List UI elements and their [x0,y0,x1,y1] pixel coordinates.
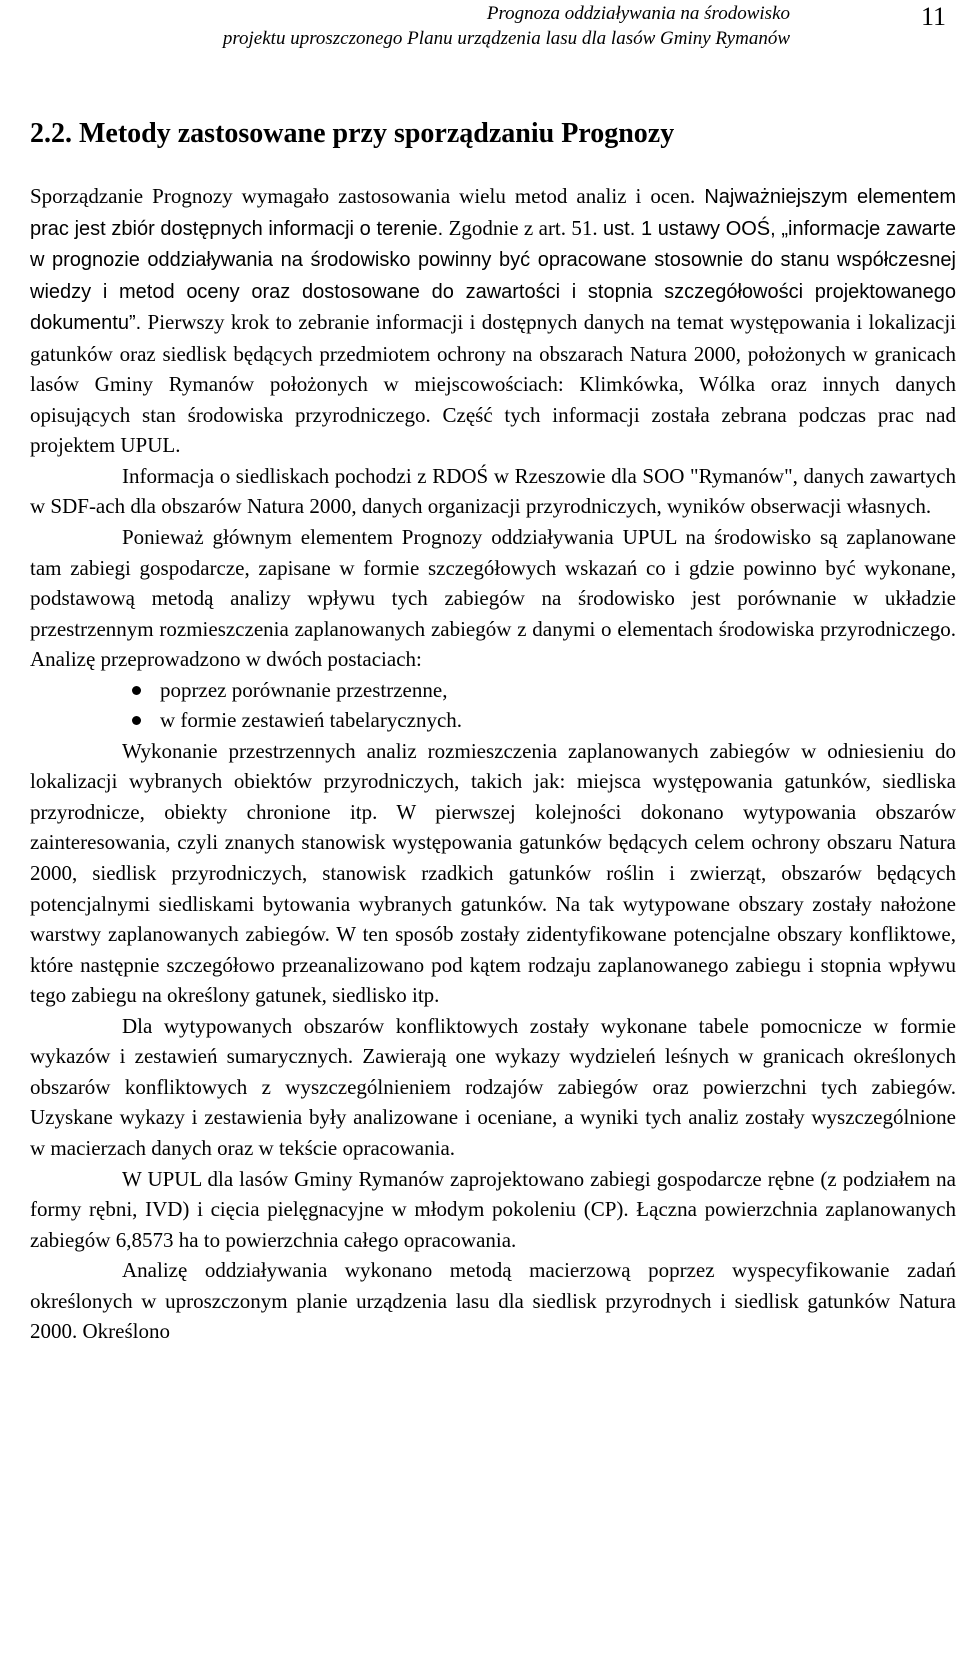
section-heading: 2.2. Metody zastosowane przy sporządzaniu Prognozy [30,118,675,149]
page-header [0,0,960,90]
document-body [30,181,956,1347]
bullet-list [30,675,956,736]
header-title-line-1: Prognoza oddziaływania na środowisko [486,3,790,24]
paragraph-1-text-c: ust. 1 ustawy OOŚ, „informacje zawarte w prognozie oddziaływania na środowisko powinny być opracowane stosownie do stanu współczesnej wiedzy i metod oceny oraz dostosowane do zawartości i stopnia szczegółowości projektowanego dokumentu”. [30,217,957,335]
paragraph-1 [30,181,956,461]
paragraph-7: Analizę oddziaływania wykonano metodą macierzową poprzez wyspecyfikowanie zadań określonych w uproszczonym planie urządzenia lasu dla siedlisk przyrodnych i siedlisk gatunków Natura 2000. Określono [30,1258,956,1344]
bullet-icon [132,686,141,695]
page-number: 11 [920,2,946,31]
paragraph-3: Ponieważ głównym elementem Prognozy oddziaływania UPUL na środowisko są zaplanowane tam zabiegi gospodarcze, zapisane w formie szczegółowych wskazań co i gdzie powinno być wykonane, podstawową metodą analizy wpływu tych zabiegów na środowisko jest porównanie w układzie przestrzennym rozmieszczenia zaplanowanych zabiegów z danymi o elementach środowiska przyrodniczego. Analizę przeprowadzono w dwóch postaciach: [30,525,956,672]
paragraph-2: Informacja o siedliskach pochodzi z RDOŚ w Rzeszowie dla SOO "Rymanów", danych zawartych w SDF-ach dla obszarów Natura 2000, danych organizacji przyrodniczych, wyników obserwacji własnych. [30,463,956,519]
paragraph-4: Wykonanie przestrzennych analiz rozmieszczenia zaplanowanych zabiegów w odniesieniu do lokalizacji wybranych obiektów przyrodniczych, takich jak: miejsca występowania gatunków, siedliska przyrodnicze, obiekty chronione itp. W pierwszej kolejności dokonano wytypowania obszarów zainteresowania, czyli znanych stanowisk występowania gatunków będących celem ochrony obszaru Natura 2000, siedlisk przyrodniczych, stanowisk rzadkich gatunków roślin i zwierząt, obszarów będących potencjalnymi siedliskami bytowania wybranych gatunków. Na tak wytypowane obszary zostały nałożone warstwy zaplanowanych zabiegów. W ten sposób zostały zidentyfikowane potencjalne obszary konfliktowe, które następnie szczegółowo przeanalizowano pod kątem rodzaju zaplanowanego zabiegu i stopnia wpływu tego zabiegu na określony gatunek, siedlisko itp. [30,738,956,1008]
paragraph-5: Dla wytypowanych obszarów konfliktowych zostały wykonane tabele pomocnicze w formie wykazów i zestawień sumarycznych. Zawierają one wykazy wydzieleń leśnych w granicach określonych obszarów konfliktowych z wyszczególnieniem rodzajów zabiegów oraz powierzchni tych zabiegów. Uzyskane wykazy i zestawienia były analizowane i oceniane, a wyniki tych analiz zostały wyszczególnione w macierzach danych oraz w tekście opracowania. [30,1013,956,1160]
list-item [30,705,956,736]
list-item [30,675,956,706]
list-item-text: w formie zestawień tabelarycznych. [160,708,463,733]
header-title-line-2: projektu uproszczonego Planu urządzenia lasu dla lasów Gminy Rymanów [222,28,790,49]
paragraph-1-text-a: Sporządzanie Prognozy wymagało zastosowania wielu metod analiz i ocen. [30,184,705,208]
bullet-icon [132,716,141,725]
paragraph-6: W UPUL dla lasów Gminy Rymanów zaprojektowano zabiegi gospodarcze rębne (z podziałem na formy rębni, IVD) i cięcia pielęgnacyjne w młodym pokoleniu (CP). Łączna powierzchnia zaplanowanych zabiegów 6,8573 ha to powierzchnia całego opracowania. [30,1166,956,1252]
paragraph-1-text-d: Pierwszy krok to zebranie informacji i dostępnych danych na temat występowania i lokalizacji gatunków oraz siedlisk będących przedmiotem ochrony na obszarach Natura 2000, położonych w granicach lasów Gminy Rymanów położonych w miejscowościach: Klimkówka, Wólka oraz innych danych opisujących stan środowiska przyrodniczego. Część tych informacji została zebrana podczas prac nad projektem UPUL. [30,310,956,458]
paragraph-1-text-b: Zgodnie z art. 51. [443,215,604,240]
paragraph-1-text-sans: Najważniejszym elementem prac jest zbiór dostępnych informacji o terenie. [30,186,956,240]
list-item-text: poprzez porównanie przestrzenne, [160,677,448,702]
